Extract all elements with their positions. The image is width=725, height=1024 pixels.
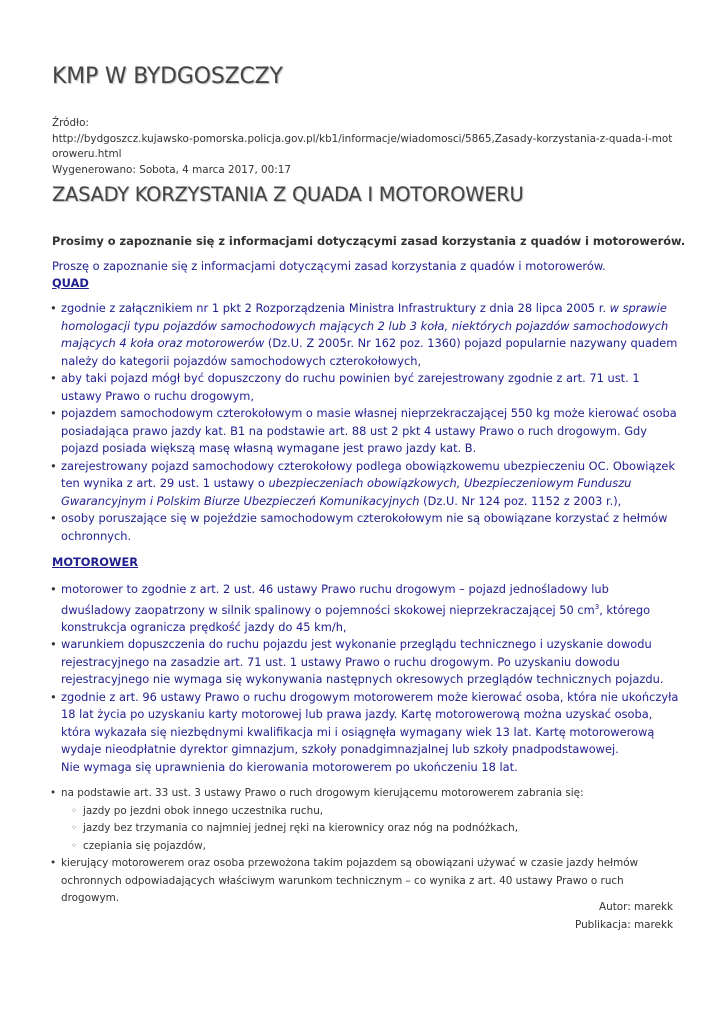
list-item: • motorower to zgodnie z art. 2 ust. 46 ustawy Prawo ruchu drogowym – pojazd jednośladowy lub dwuśladowy zaopatrzony w silnik spalinowy o pojemności skokowej nieprzekraczającej 50 $cm^3$, którego konstrukcja ogranicza prędkość jazdy do 45 km/h,	[52, 581, 682, 636]
list-item: • warunkiem dopuszczenia do ruchu pojazdu jest wykonanie przeglądu technicznego i uzyskanie dowodu rejestracyjnego na zasadzie art. 71 ust. 1 ustawy Prawo o ruchu drogowym. Po uzyskaniu dowodu rejestracyjnego nie wymaga się wykonywania następnych okresowych przeglądów technicznych pojazdu.	[52, 636, 682, 689]
site-title: KMP W BYDGOSZCZY	[52, 64, 283, 89]
author: Autor: marekk	[599, 901, 673, 913]
list-item	[52, 785, 682, 855]
article-lead: Prosimy o zapoznanie się z informacjami dotyczącymi zasad korzystania z quadów i motorowerów.	[52, 234, 686, 248]
list-item: • zgodnie z załącznikiem nr 1 pkt 2 Rozporządzenia Ministra Infrastruktury z dnia 28 lipca 2005 r. w sprawie homologacji typu pojazdów samochodowych mających 2 lub 3 koła, niektórych pojazdów samochodowych mających 4 koła oraz motorowerów (Dz.U. Z 2005r. Nr 162 poz. 1360) pojazd popularnie nazywany quadem należy do kategorii pojazdów samochodowych czterokołowych,	[52, 300, 682, 370]
motorower-list	[52, 581, 682, 776]
generated-date: Wygenerowano: Sobota, 4 marca 2017, 00:17	[52, 163, 291, 176]
list-item: • kierujący motorowerem oraz osoba przewożona takim pojazdem są obowiązani używać w czasie jazdy hełmów ochronnych odpowiadających właściwym warunkom technicznym – co wynika z art. 40 ustawy Prawo o ruch drogowym.	[52, 855, 682, 908]
sublist-item: ◦ jazdy bez trzymania co najmniej jednej ręki na kierownicy oraz nóg na podnóżkach,	[61, 820, 682, 838]
source-label: Źródło:	[52, 117, 89, 129]
publication: Publikacja: marekk	[575, 919, 673, 931]
ban-intro: na podstawie art. 33 ust. 3 ustawy Prawo o ruch drogowym kierującemu motorowerem zabrania się:	[61, 787, 584, 799]
list-item: • pojazdem samochodowym czterokołowym o masie własnej nieprzekraczającej 550 kg może kierować osoba posiadająca prawo jazdy kat. B1 na podstawie art. 88 ust 2 pkt 4 ustawy Prawo o ruch drogowym. Gdy pojazd posiada większą masę własną wymagane jest prawo jazdy kat. B.	[52, 405, 682, 458]
footer	[575, 898, 673, 934]
motorower-heading[interactable]: MOTOROWER	[52, 555, 139, 569]
list-item: • zgodnie z art. 96 ustawy Prawo o ruchu drogowym motorowerem może kierować osoba, która nie ukończyła 18 lat życia po uzyskaniu karty motorowej lub prawa jazdy. Kartę motorowerową można uzyskać osoba, która wykazała się niezbędnymi kwalifikacja mi i osiągnęła wymagany wiek 13 lat. Kartę motorowerową wydaje nieodpłatnie dyrektor gimnazjum, szkoły ponadgimnazjalnej lub szkoły pnadpodstawowej. Nie wymaga się uprawnienia do kierowania motorowerem po ukończeniu 18 lat.	[52, 689, 682, 777]
source-url[interactable]: http://bydgoszcz.kujawsko-pomorska.policja.gov.pl/kb1/informacje/wiadomosci/5865,Zasady-korzystania-z-quada-i-motoroweru.html	[52, 132, 673, 160]
sublist-item: ◦ czepiania się pojazdów,	[61, 838, 682, 856]
article-title: ZASADY KORZYSTANIA Z QUADA I MOTOROWERU	[52, 183, 524, 206]
ban-sublist	[61, 803, 682, 856]
list-item: • aby taki pojazd mógł być dopuszczony do ruchu powinien być zarejestrowany zgodnie z art. 71 ust. 1 ustawy Prawo o ruchu drogowym,	[52, 370, 682, 405]
list-item: • zarejestrowany pojazd samochodowy czterokołowy podlega obowiązkowemu ubezpieczeniu OC. Obowiązek ten wynika z art. 29 ust. 1 ustawy o ubezpieczeniach obowiązkowych, Ubezpieczeniowym Funduszu Gwarancyjnym i Polskim Biurze Ubezpieczeń Komunikacyjnych (Dz.U. Nr 124 poz. 1152 z 2003 r.),	[52, 458, 682, 511]
sublist-item: ◦ jazdy po jezdni obok innego uczestnika ruchu,	[61, 803, 682, 821]
rules-list	[52, 785, 682, 908]
meta-info	[52, 116, 677, 178]
list-item: • osoby poruszające się w pojeździe samochodowym czterokołowym nie są obowiązane korzystać z hełmów ochronnych.	[52, 510, 682, 545]
quad-list	[52, 300, 682, 545]
quad-heading[interactable]: QUAD	[52, 275, 89, 290]
article-intro	[52, 258, 682, 291]
intro-text: Proszę o zapoznanie się z informacjami dotyczącymi zasad korzystania z quadów i motorowerów.	[52, 259, 606, 273]
